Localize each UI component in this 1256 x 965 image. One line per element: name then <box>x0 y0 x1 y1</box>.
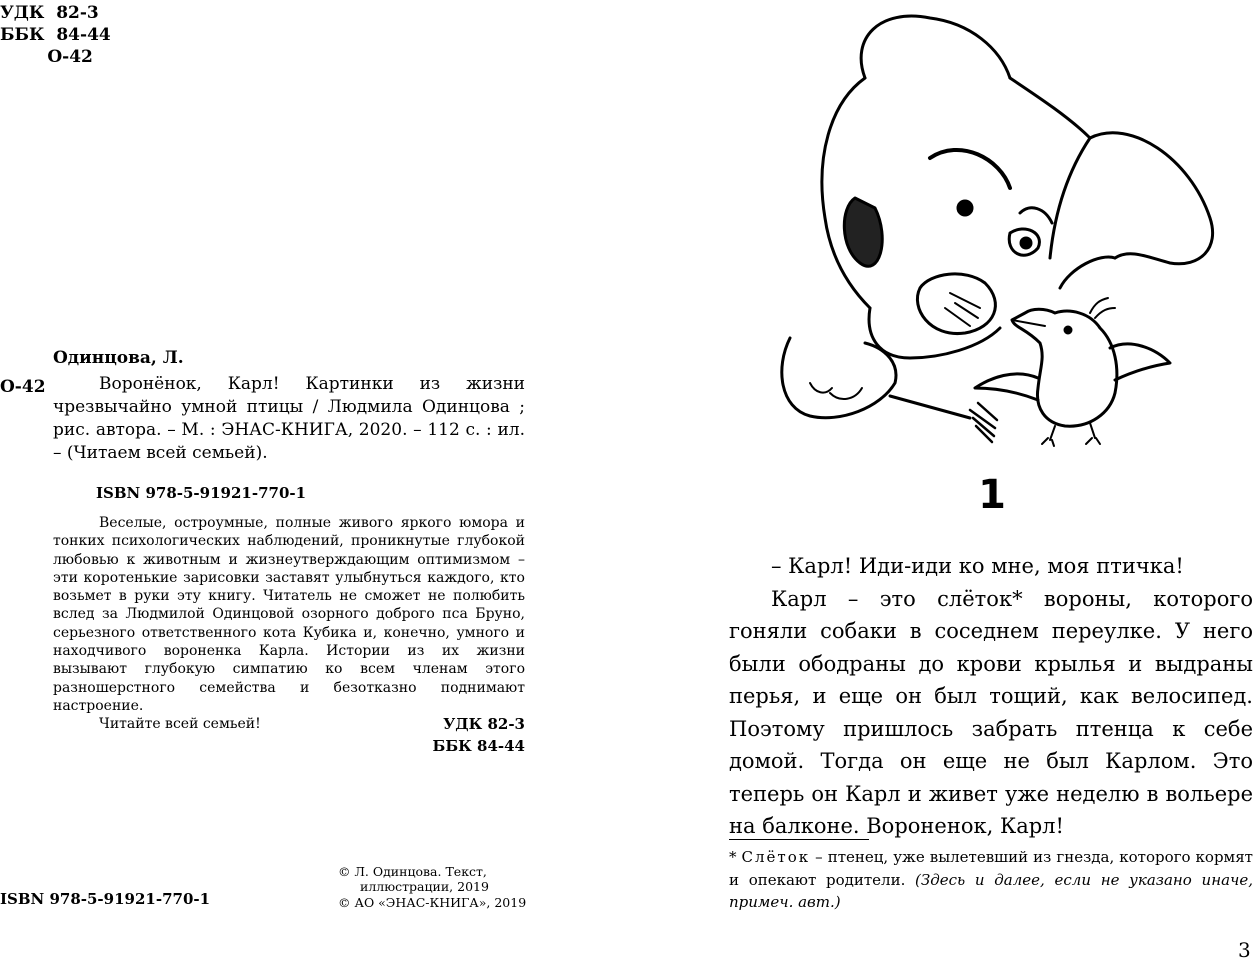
shelf-code: О-42 <box>0 377 46 397</box>
footnote-note: (Здесь и далее, если не указано иначе, примеч. авт.) <box>729 870 1253 911</box>
author-name: Одинцова, Л. <box>53 348 184 368</box>
copyright-line: © АО «ЭНАС-КНИГА», 2019 <box>338 894 527 910</box>
bbk-code: ББК 84-44 <box>432 737 525 755</box>
footnote-divider <box>729 839 869 840</box>
story-paragraph: Карл – это слёток* вороны, которого гоняли собаки в соседнем переулке. У него были ободраны до крови крылья и выдраны перья, и еще он был тощий, как велосипед. Поэтому пришлось забрать птенца к себе домой. Тогда он еще не был Карлом. Это теперь он Карл и живет уже неделю в вольере на балконе. Вороненок, Карл! <box>729 586 1253 838</box>
annotation-text: Веселые, остроумные, полные живого яркого юмора и тонких психологических наблюдений, проникнутые глубокой любовью к животным и жизнеутверждающим оптимизмом – эти коротенькие зарисовки заставят улыбнуться каждого, кто возьмет в руки эту книгу. Читатель не сможет не полюбить вслед за Людмилой Одинцовой озорного доброго пса Бруно, серьезного ответственного кота Кубика и, конечно, умного и находчивого вороненка Карла. Истории из их жизни вызывают глубокую симпатию ко всем членам этого разношерстного семейства и безотказно поднимают настроение. <box>53 515 525 714</box>
footnote <box>729 846 1253 914</box>
bibliographic-text: Воронёнок, Карл! Картинки из жизни чрезвычайно умной птицы / Людмила Одинцова ; рис. автора. – М. : ЭНАС-КНИГА, 2020. – 112 с. : ил. – (Читаем всей семьей). <box>53 374 525 463</box>
udk-line: УДК 82-3 <box>0 3 99 23</box>
page-number: 3 <box>1238 938 1251 962</box>
copyright-block <box>300 864 525 910</box>
udk-block <box>0 2 111 68</box>
dog-and-crow-illustration <box>770 8 1230 448</box>
footnote-term: Слёток <box>741 848 811 866</box>
annotation-closing: Читайте всей семьей! <box>99 716 261 733</box>
footnote-marker: * <box>729 848 742 866</box>
story-paragraph: – Карл! Иди-иди ко мне, моя птичка! <box>771 554 1184 578</box>
author-mark-line: О-42 <box>0 47 93 67</box>
classification-codes <box>380 713 525 757</box>
copyright-line: © Л. Одинцова. Текст, <box>338 864 487 879</box>
story-text <box>729 550 1253 843</box>
udk-code: УДК 82-3 <box>443 715 525 733</box>
isbn-bottom: ISBN 978-5-91921-770-1 <box>0 890 211 908</box>
copyright-line: иллюстрации, 2019 <box>360 879 489 895</box>
chapter-number: 1 <box>978 472 1006 518</box>
bbk-line: ББК 84-44 <box>0 25 111 45</box>
footnote-text: – птенец, уже вылетевший из гнезда, которого кормят и опекают родители. <box>729 848 1253 889</box>
bibliographic-description <box>53 373 525 465</box>
isbn: ISBN 978-5-91921-770-1 <box>96 484 307 502</box>
annotation <box>53 514 525 734</box>
